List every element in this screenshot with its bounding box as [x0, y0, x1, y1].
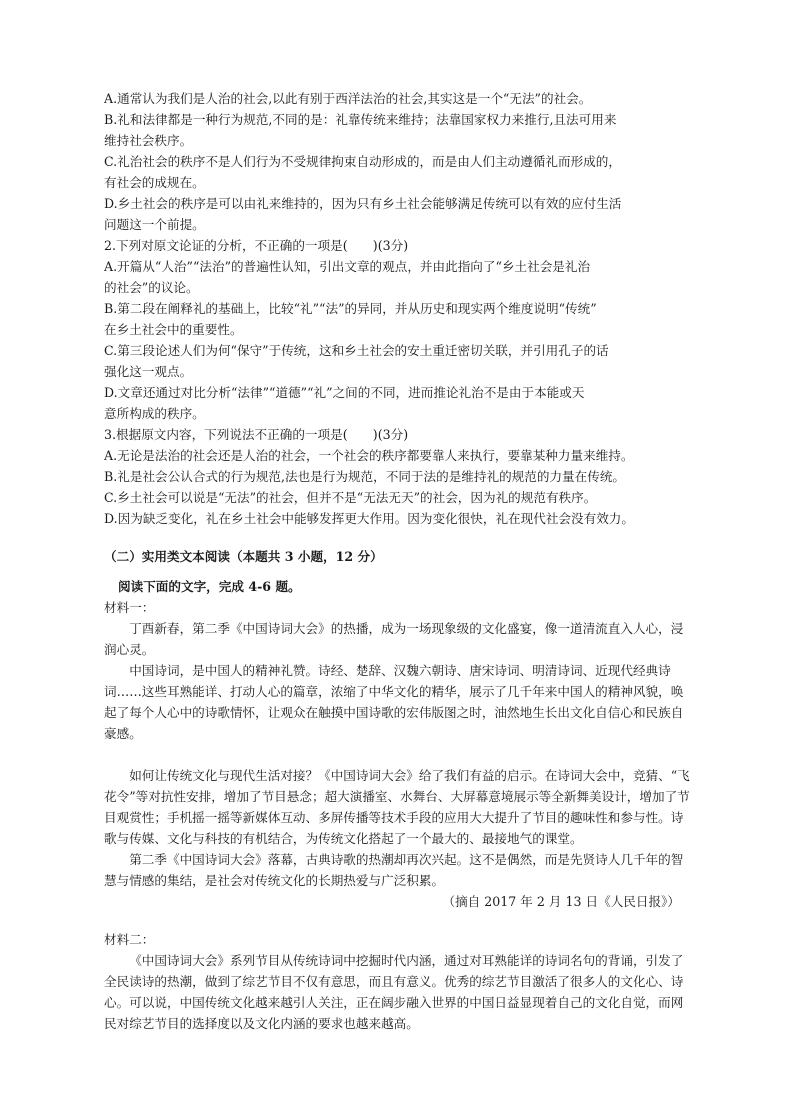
q2-option-d: D.文章还通过对比分析“法律”“道德”“礼”之间的不同，进而推论礼治不是由于本能或天: [104, 385, 585, 400]
q1-options: [104, 88, 690, 235]
q3-option-a: A.无论是法治的社会还是人治的社会，一个社会的秩序都要靠人来执行，要靠某种力量来维持。: [104, 448, 634, 463]
q1-option-b: B.礼和法律都是一种行为规范,不同的是：礼靠传统来维持；法靠国家权力来推行,且法可用来: [104, 112, 617, 127]
q3-option-b: B.礼是社会公认合式的行为规范,法也是行为规范，不同于法的是维持礼的规范的力量在传统。: [104, 469, 626, 484]
section-instruction: 阅读下面的文字，完成 4-6 题。: [118, 579, 301, 594]
q1-option-c-cont: 有社会的成规在。: [104, 175, 205, 190]
material1-paragraph-4: 第二季《中国诗词大会》落幕，古典诗歌的热潮却再次兴起。这不是偶然，而是先贤诗人几千年的智慧与情感的集结，是社会对传统文化的长期热爱与广泛积累。: [104, 852, 684, 888]
q1-option-d-cont: 问题这一个前提。: [104, 217, 205, 232]
material1-paragraph-2: 中国诗词，是中国人的精神礼赞。诗经、楚辞、汉魏六朝诗、唐宋诗词、明清诗词、近现代经典诗词……这些耳熟能详、打动人心的篇章，浓缩了中华文化的精华，展示了几千年来中国人的精神风貌，唤起了每个人心中的诗歌情怀，让观众在触摸中国诗歌的宏伟版图之时，油然地生长出文化自信心和民族自豪感。: [104, 663, 684, 741]
material1-paragraph-1: 丁酉新春，第二季《中国诗词大会》的热播，成为一场现象级的文化盛宴，像一道清流直入人心，浸润心灵。: [104, 621, 684, 657]
q2-option-c-cont: 强化这一观点。: [104, 364, 193, 379]
q1-option-c: C.礼治社会的秩序不是人们行为不受规律拘束自动形成的，而是由人们主动遵循礼而形成的，: [104, 154, 621, 169]
q1-option-d: D.乡土社会的秩序是可以由礼来维持的，因为只有乡土社会能够满足传统可以有效的应付生活: [104, 196, 622, 211]
material1-paragraph-3: 如何让传统文化与现代生活对接？《中国诗词大会》给了我们有益的启示。在诗词大会中，竞猜、“飞花令”等对抗性安排，增加了节目悬念；超大演播室、水舞台、大屏幕意境展示等全新舞美设计，增加了节目观赏性；手机摇一摇等新媒体互动、多屏传播等技术手段的应用大大提升了节目的趣味性和参与性。诗歌与传媒、文化与科技的有机结合，为传统文化搭起了一个最大的、最接地气的课堂。: [104, 768, 690, 846]
q3-option-c: C.乡土社会可以说是“无法”的社会，但并不是“无法无天”的社会，因为礼的规范有秩序。: [104, 490, 597, 505]
q1-option-b-cont: 维持社会秩序。: [104, 133, 193, 148]
q2-option-b-cont: 在乡土社会中的重要性。: [104, 322, 243, 337]
q2-option-b: B.第二段在阐释礼的基础上，比较“礼”“法”的异同，并从历史和现实两个维度说明“传统”: [104, 301, 597, 316]
q2-option-a-cont: 的社会”的议论。: [104, 280, 199, 295]
q3-stem: 3.根据原文内容，下列说法不正确的一项是( )(3分): [104, 427, 409, 442]
q1-option-a: A.通常认为我们是人治的社会,以此有别于西洋法治的社会,其实这是一个“无法”的社会。: [104, 91, 592, 106]
q2-block: [104, 235, 690, 424]
material1-label: 材料一：: [104, 600, 155, 615]
q2-stem: 2.下列对原文论证的分析，不正确的一项是( )(3分): [104, 238, 409, 253]
q3-block: [104, 424, 690, 529]
section-heading: （二）实用类文本阅读（本题共 3 小题，12 分）: [104, 549, 383, 564]
material2-paragraph-1: 《中国诗词大会》系列节目从传统诗词中挖掘时代内涵，通过对耳熟能详的诗词名句的背诵，引发了全民读诗的热潮，做到了综艺节目不仅有意思，而且有意义。优秀的综艺节目激活了很多人的文化心、诗心。可以说，中国传统文化越来越引人关注，正在阔步融入世界的中国日益显现着自己的文化自觉，而网民对综艺节目的选择度以及文化内涵的要求也越来越高。: [104, 953, 684, 1031]
q2-option-a: A.开篇从“人治”“法治”的普遍性认知，引出文章的观点，并由此指向了“乡土社会是礼治: [104, 259, 591, 274]
material1-source: （摘自 2017 年 2 月 13 日《人民日报》）: [442, 894, 680, 909]
q2-option-d-cont: 意所构成的秩序。: [104, 406, 205, 421]
material2-label: 材料二：: [104, 932, 155, 947]
q2-option-c: C.第三段论述人们为何“保守”于传统，这和乡土社会的安土重迁密切关联，并引用孔子的话: [104, 343, 609, 358]
q3-option-d: D.因为缺乏变化，礼在乡土社会中能够发挥更大作用。因为变化很快，礼在现代社会没有效力。: [104, 511, 634, 526]
